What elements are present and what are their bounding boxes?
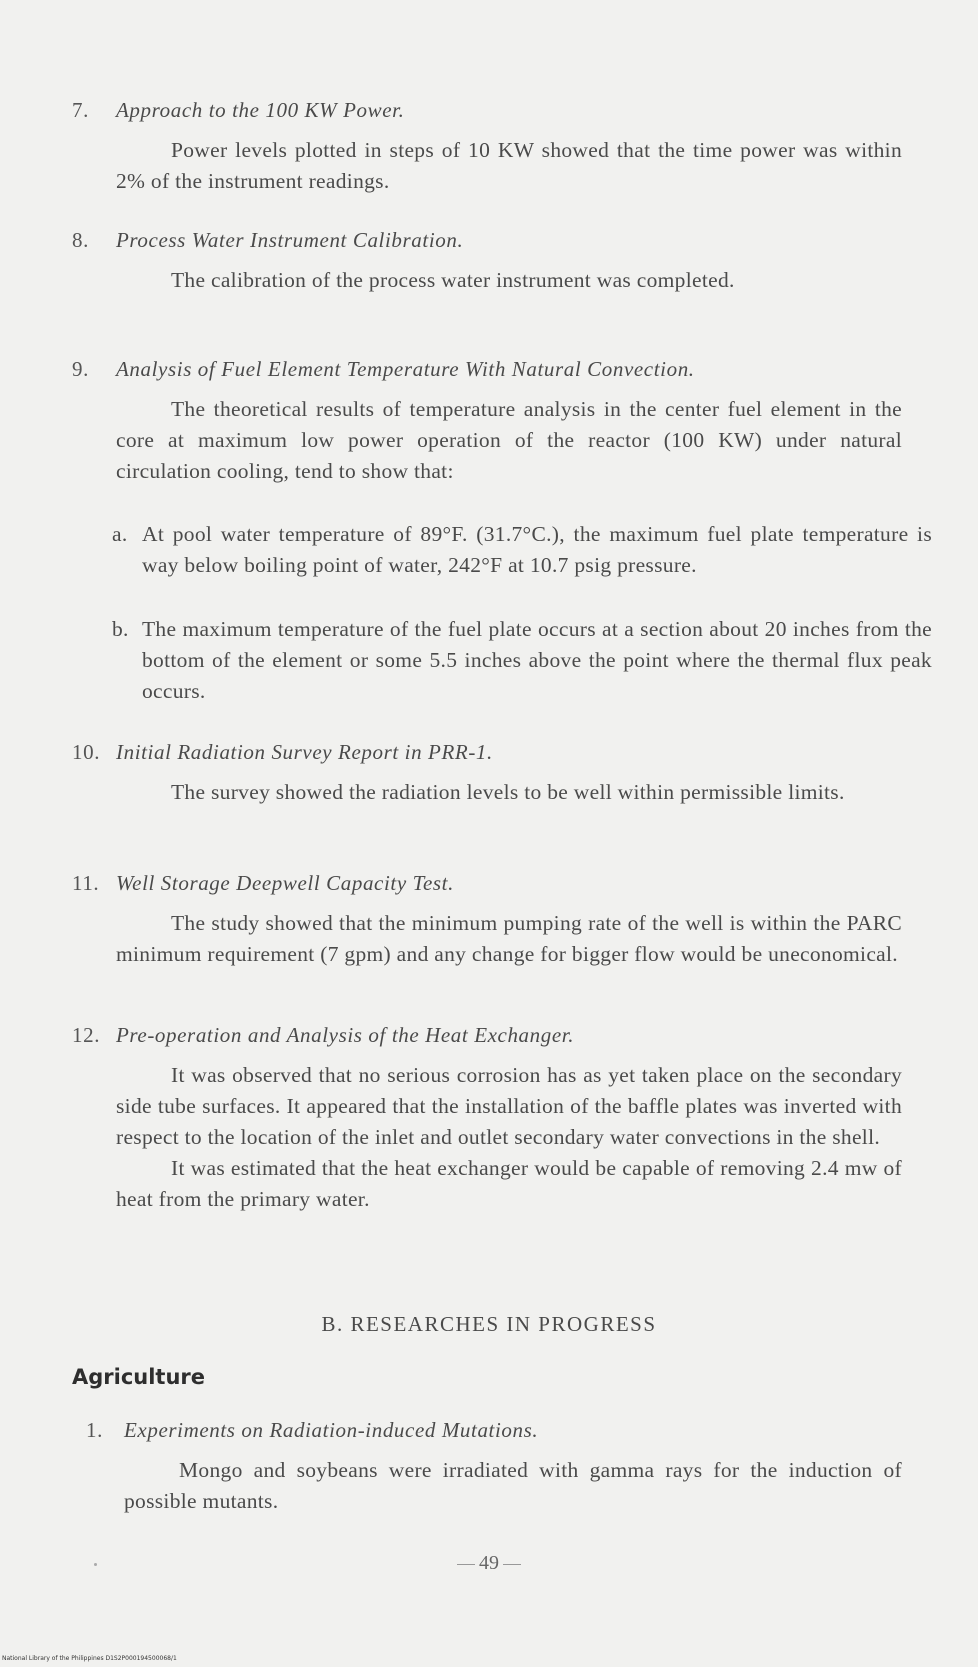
scan-footer: National Library of the Philippines D1S2P000194500068/1 bbox=[2, 1655, 177, 1662]
page-number bbox=[0, 1552, 978, 1575]
item-heading bbox=[72, 98, 902, 123]
subitem-text: The maximum temperature of the fuel plate occurs at a section about 20 inches from the bottom of the element or some 5.5 inches above the point where the thermal flux peak occurs. bbox=[142, 617, 932, 703]
item-12 bbox=[72, 1023, 902, 1215]
item-number: 7. bbox=[72, 98, 89, 122]
subitem-a bbox=[112, 519, 932, 581]
research-item-1 bbox=[86, 1418, 902, 1517]
item-paragraph: The survey showed the radiation levels to be well within permissible limits. bbox=[171, 780, 845, 804]
item-number: 10. bbox=[72, 740, 101, 764]
subitem-b bbox=[112, 614, 932, 707]
item-heading bbox=[72, 357, 902, 382]
item-title: Analysis of Fuel Element Temperature With Natural Convection. bbox=[116, 357, 695, 381]
item-number: 9. bbox=[72, 357, 89, 381]
item-title: Initial Radiation Survey Report in PRR-1. bbox=[116, 740, 493, 764]
item-number: 1. bbox=[86, 1418, 103, 1442]
item-title: Process Water Instrument Calibration. bbox=[116, 228, 464, 252]
subitem-label: b. bbox=[112, 617, 129, 641]
dash-left bbox=[457, 1564, 475, 1565]
item-number: 12. bbox=[72, 1023, 101, 1047]
item-paragraph: It was estimated that the heat exchanger would be capable of removing 2.4 mw of heat from the primary water. bbox=[116, 1156, 902, 1211]
item-11 bbox=[72, 871, 902, 970]
item-heading bbox=[72, 871, 902, 896]
page-number-text: 49 bbox=[479, 1552, 499, 1574]
subitem-label: a. bbox=[112, 522, 128, 546]
item-heading bbox=[86, 1418, 902, 1443]
item-heading bbox=[72, 228, 902, 253]
item-number: 8. bbox=[72, 228, 89, 252]
subitem-text: At pool water temperature of 89°F. (31.7°C.), the maximum fuel plate temperature is way below boiling point of water, 242°F at 10.7 psig pressure. bbox=[142, 522, 932, 577]
item-paragraph: The theoretical results of temperature analysis in the center fuel element in the core at maximum low power operation of the reactor (100 KW) under natural circulation cooling, tend to show that: bbox=[116, 397, 902, 483]
item-paragraph: Power levels plotted in steps of 10 KW showed that the time power was within 2% of the instrument readings. bbox=[116, 138, 902, 193]
subsection-heading: Agriculture bbox=[72, 1365, 206, 1389]
item-8 bbox=[72, 228, 902, 296]
item-title: Well Storage Deepwell Capacity Test. bbox=[116, 871, 454, 895]
item-7 bbox=[72, 98, 902, 197]
item-paragraph: It was observed that no serious corrosion has as yet taken place on the secondary side tube surfaces. It appeared that the installation of the baffle plates was inverted with respect to the location of the inlet and outlet secondary water convections in the shell. bbox=[116, 1063, 902, 1149]
item-heading bbox=[72, 740, 902, 765]
dash-right bbox=[503, 1564, 521, 1565]
item-paragraph: The study showed that the minimum pumping rate of the well is within the PARC minimum requirement (7 gpm) and any change for bigger flow would be uneconomical. bbox=[116, 911, 902, 966]
section-title: B. RESEARCHES IN PROGRESS bbox=[321, 1312, 657, 1336]
item-paragraph: The calibration of the process water instrument was completed. bbox=[171, 268, 735, 292]
item-title: Approach to the 100 KW Power. bbox=[116, 98, 405, 122]
item-9 bbox=[72, 357, 902, 487]
item-title: Experiments on Radiation-induced Mutations. bbox=[124, 1418, 539, 1442]
item-paragraph: Mongo and soybeans were irradiated with gamma rays for the induction of possible mutants. bbox=[124, 1458, 902, 1513]
item-heading bbox=[72, 1023, 902, 1048]
item-title: Pre-operation and Analysis of the Heat Exchanger. bbox=[116, 1023, 575, 1047]
item-number: 11. bbox=[72, 871, 100, 895]
item-10 bbox=[72, 740, 902, 808]
